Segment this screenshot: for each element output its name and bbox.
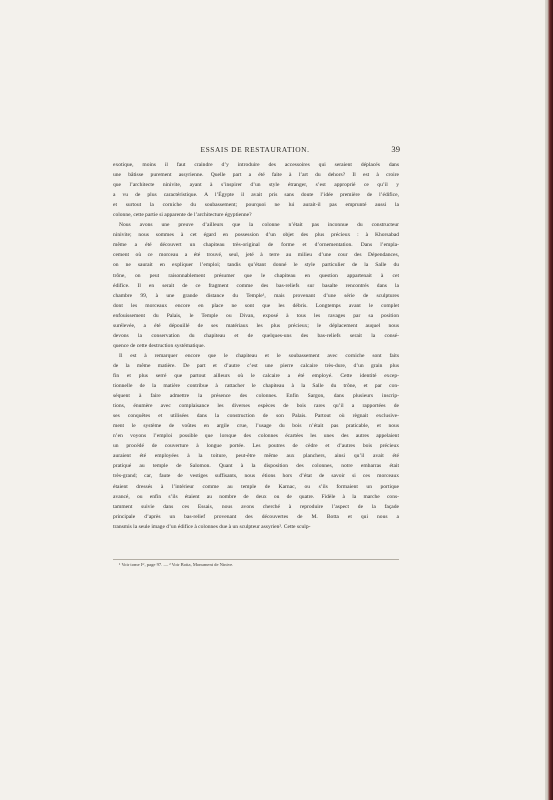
text-line: tions, énumère avec complaisance les diverses espèces de bois rares qu’il a rapportées de xyxy=(113,403,399,410)
text-line: fin et plus serré que partout ailleurs où le calcaire a été employé. Cette identité excep- xyxy=(113,372,399,379)
text-line: surélevée, a été dépouillé de ses matériaux les plus précieux; le déplacement auquel nous xyxy=(113,322,399,329)
text-line: très-grand; car, faute de vestiges suffisants, nous étions hors d’état de savoir si ces morceaux xyxy=(113,473,399,480)
text-line: pratiqué au temple de Salomon. Quant à la disposition des colonnes, notre embarras était xyxy=(113,463,399,470)
text-line: colonne, cette partie si apparente de l’architecture égyptienne? xyxy=(113,212,252,219)
text-line: tamment suivie dans ces Essais, nous avons cherché à reproduire l’aspect de la façade xyxy=(113,503,399,510)
text-line: devons la conservation du chapiteau et de quelques-uns des bas-reliefs serait la consé- xyxy=(113,332,399,339)
text-line: principale d’après un bas-relief provenant des découvertes de M. Botta et qui nous a xyxy=(113,513,399,520)
text-line: avancé, ou enfin s’ils étaient au nombre de deux ou de quatre. Fidèle à la marche cons- xyxy=(113,493,399,500)
text-line: séquent à faire admettre la présence des colonnes. Enfin Sargon, dans plusieurs inscrip- xyxy=(113,393,399,400)
body-text xyxy=(113,160,399,532)
text-line: et surtout la corniche du soubassement; pourquoi ne lui aurait-il pas emprunté aussi la xyxy=(113,202,399,209)
text-line: on ne saurait en expliquer l’emploi; tandis qu’étant donné le style particulier de la Salle du xyxy=(113,262,399,269)
text-line: quence de cette destruction systématique. xyxy=(113,342,205,349)
page-edge xyxy=(545,0,553,800)
page-header xyxy=(111,145,399,157)
text-line: même a été découvert un chapiteau très-original de forme et d’ornementation. Dans l’empla- xyxy=(113,242,399,249)
text-line: de la même matière. De part et d’autre c’est une pierre calcaire très-dure, d’un grain plus xyxy=(113,362,399,369)
text-line: n’en voyons l’emploi possible que lorsque des colonnes écartées les unes des autres appelaient xyxy=(113,433,399,440)
text-line: auraient été employées à la toiture, peut-être même aux planchers, ainsi qu’il avait été xyxy=(113,453,399,460)
footnote-rule xyxy=(113,559,399,560)
text-line: une bâtisse purement assyrienne. Quelle part a été faite à l’art du dehors? Il est à croire xyxy=(113,172,399,179)
text-line: Nous avons une preuve d’ailleurs que la colonne n’était pas inconnue du constructeur xyxy=(119,222,399,229)
text-line: enfouissement du Palais, le Temple ou Divan, exposé à tous les ravages par sa position xyxy=(113,312,399,319)
text-line: transmis la seule image d’un édifice à colonnes due à un sculpteur assyrien². Cette sculp- xyxy=(113,523,311,530)
text-line: ninivite; nous sommes à cet égard en possession d’un objet des plus précieux : à Khorsabad xyxy=(113,232,399,239)
text-line: ment le système de voûtes en argile crue, l’usage du bois n’était pas praticable, et nous xyxy=(113,423,399,430)
text-line: édifice. Il en serait de ce fragment comme des bas-reliefs sur basalte rencontrés dans la xyxy=(113,282,399,289)
text-line: étaient dressés à l’intérieur comme au temple de Karnac, ou s’ils formaient un portique xyxy=(113,483,399,490)
text-line: Il est à remarquer encore que le chapiteau et le soubassement avec corniche sont faits xyxy=(119,352,399,359)
text-line: a vu de plus caractéristique. A l’Égypte il avait pris sans doute l’idée première de l’édifice, xyxy=(113,192,399,199)
running-head: ESSAIS DE RESTAURATION. xyxy=(200,145,310,154)
footnote: ¹ Voir tome Iᵉʳ, page 97. — ² Voir Botta, Monument de Ninive. xyxy=(119,562,234,567)
text-line: tionnelle de la matière contribue à rattacher le chapiteau à la Salle du trône, et par con- xyxy=(113,383,399,390)
text-line: que l’architecte ninivite, ayant à s’inspirer d’un style étranger, s’est approprié ce qu’il y xyxy=(113,182,399,189)
text-line: exotique, moins il faut craindre d’y introduire des accessoires qui seraient déplacés dans xyxy=(113,162,399,168)
page-number: 39 xyxy=(391,144,400,154)
text-line: un procédé de couverture à longue portée. Les poutres de cèdre et d’autres bois précieux xyxy=(113,443,399,450)
text-line: ses conquêtes et utilisées dans la construction de son Palais. Partout où règnait exclusive- xyxy=(113,413,399,420)
text-line: cement où ce morceau a été trouvé, seul, jeté à terre au milieu d’une cour des Dépendances, xyxy=(113,252,399,259)
text-line: trône, on peut raisonnablement présumer que le chapiteau en question appartenait à cet xyxy=(113,272,399,279)
text-line: chambre 99, à une grande distance du Temple¹, mais provenant d’une série de sculptures xyxy=(113,292,399,299)
text-line: dont les morceaux encore en place ne sont que les débris. Longtemps avant le complet xyxy=(113,302,399,309)
